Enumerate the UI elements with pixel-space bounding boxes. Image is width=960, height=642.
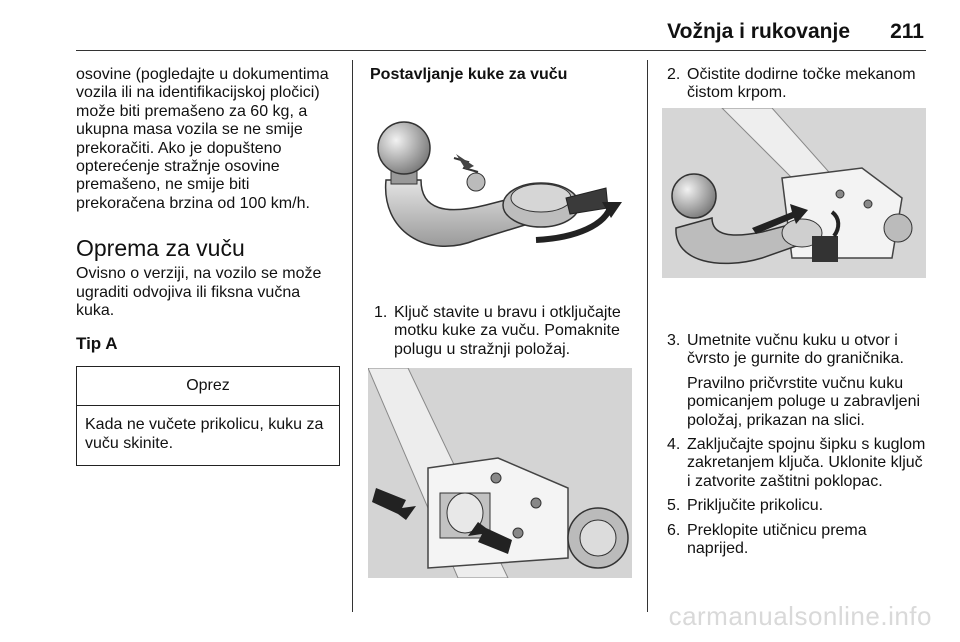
step-text: Očistite dodirne točke mekanom čistom krpom. <box>687 66 916 102</box>
header-rule <box>76 50 926 51</box>
middle-column <box>370 66 638 84</box>
lever <box>812 236 838 262</box>
step-number: 3. <box>667 332 681 349</box>
list-item <box>667 66 929 103</box>
bolt <box>836 190 844 198</box>
tow-ball <box>378 122 430 174</box>
bolt <box>513 528 523 538</box>
step-text: Zaključajte spojnu šipku s kuglom zakretanjem ključa. Uklonite ključ i zatvorite zaštitni poklopac. <box>687 436 926 490</box>
running-header-title: Vožnja i rukovanje <box>667 20 850 43</box>
right-step-list-a <box>667 66 929 103</box>
section-paragraph: Ovisno o verziji, na vozilo se može ugraditi odvojiva ili fiksna vučna kuka. <box>76 265 322 320</box>
list-item <box>667 436 929 491</box>
list-item <box>667 497 929 515</box>
column-divider-2 <box>647 60 648 612</box>
section-heading: Oprema za vuču <box>76 235 245 262</box>
hook-insertion-figure <box>662 108 926 278</box>
watermark: carmanualsonline.info <box>668 601 932 631</box>
list-item <box>667 332 929 369</box>
right-column-top <box>667 66 929 103</box>
middle-heading: Postavljanje kuke za vuču <box>370 66 568 83</box>
right-step-list-c <box>667 436 929 558</box>
middle-steps <box>374 304 640 359</box>
list-item <box>667 522 929 559</box>
caution-box <box>76 366 340 466</box>
step-text: Ključ stavite u bravu i otključajte motku kuke za vuču. Pomaknite polugu u stražnji položaj. <box>394 304 621 358</box>
step-number: 5. <box>667 497 681 515</box>
step-text: Preklopite utičnicu prema naprijed. <box>687 521 867 558</box>
list-item <box>374 304 640 359</box>
step-text: Priključite prikolicu. <box>687 497 824 515</box>
right-column-bottom <box>667 332 929 558</box>
intro-paragraph: osovine (pogledajte u dokumentima vozila ili na identifikacijskoj pločici) može biti premašeno za 60 kg, a ukupna masa vozila se ne smije prekoračiti. Ako je dopušteno opterećenje stražnje osovine premašeno, ne smije biti prekoračena brzina od 100 km/h. <box>76 66 329 212</box>
step-number: 6. <box>667 521 681 539</box>
left-column <box>76 66 340 466</box>
step-text: Umetnite vučnu kuku u otvor i čvrsto je gurnite do graničnika. <box>687 332 904 368</box>
caution-text: Kada ne vučete prikolicu, kuku za vuču skinite. <box>85 416 324 452</box>
bolt <box>491 473 501 483</box>
middle-step-list <box>374 304 640 359</box>
right-step-list-b <box>667 332 929 369</box>
page-number: 211 <box>890 20 924 43</box>
step-number: 4. <box>667 436 681 454</box>
tow-hook-figure <box>366 110 634 270</box>
socket-cleaning-figure <box>368 368 632 578</box>
column-divider-1 <box>352 60 353 612</box>
tow-ball <box>672 174 716 218</box>
socket-top <box>511 184 571 212</box>
step3-note: Pravilno pričvrstite vučnu kuku pomicanjem poluge u zabravljeni položaj, prikazan na slici. <box>687 374 921 429</box>
caution-title: Oprez <box>77 367 339 406</box>
socket-cap-face <box>580 520 616 556</box>
step-number: 2. <box>667 66 681 83</box>
bolt <box>531 498 541 508</box>
subheading-tip-a: Tip A <box>76 334 118 354</box>
lock-knob <box>467 173 485 191</box>
socket-cap <box>884 214 912 242</box>
key-arrow-head-icon <box>456 154 474 170</box>
step-number: 1. <box>374 304 388 321</box>
bolt <box>864 200 872 208</box>
